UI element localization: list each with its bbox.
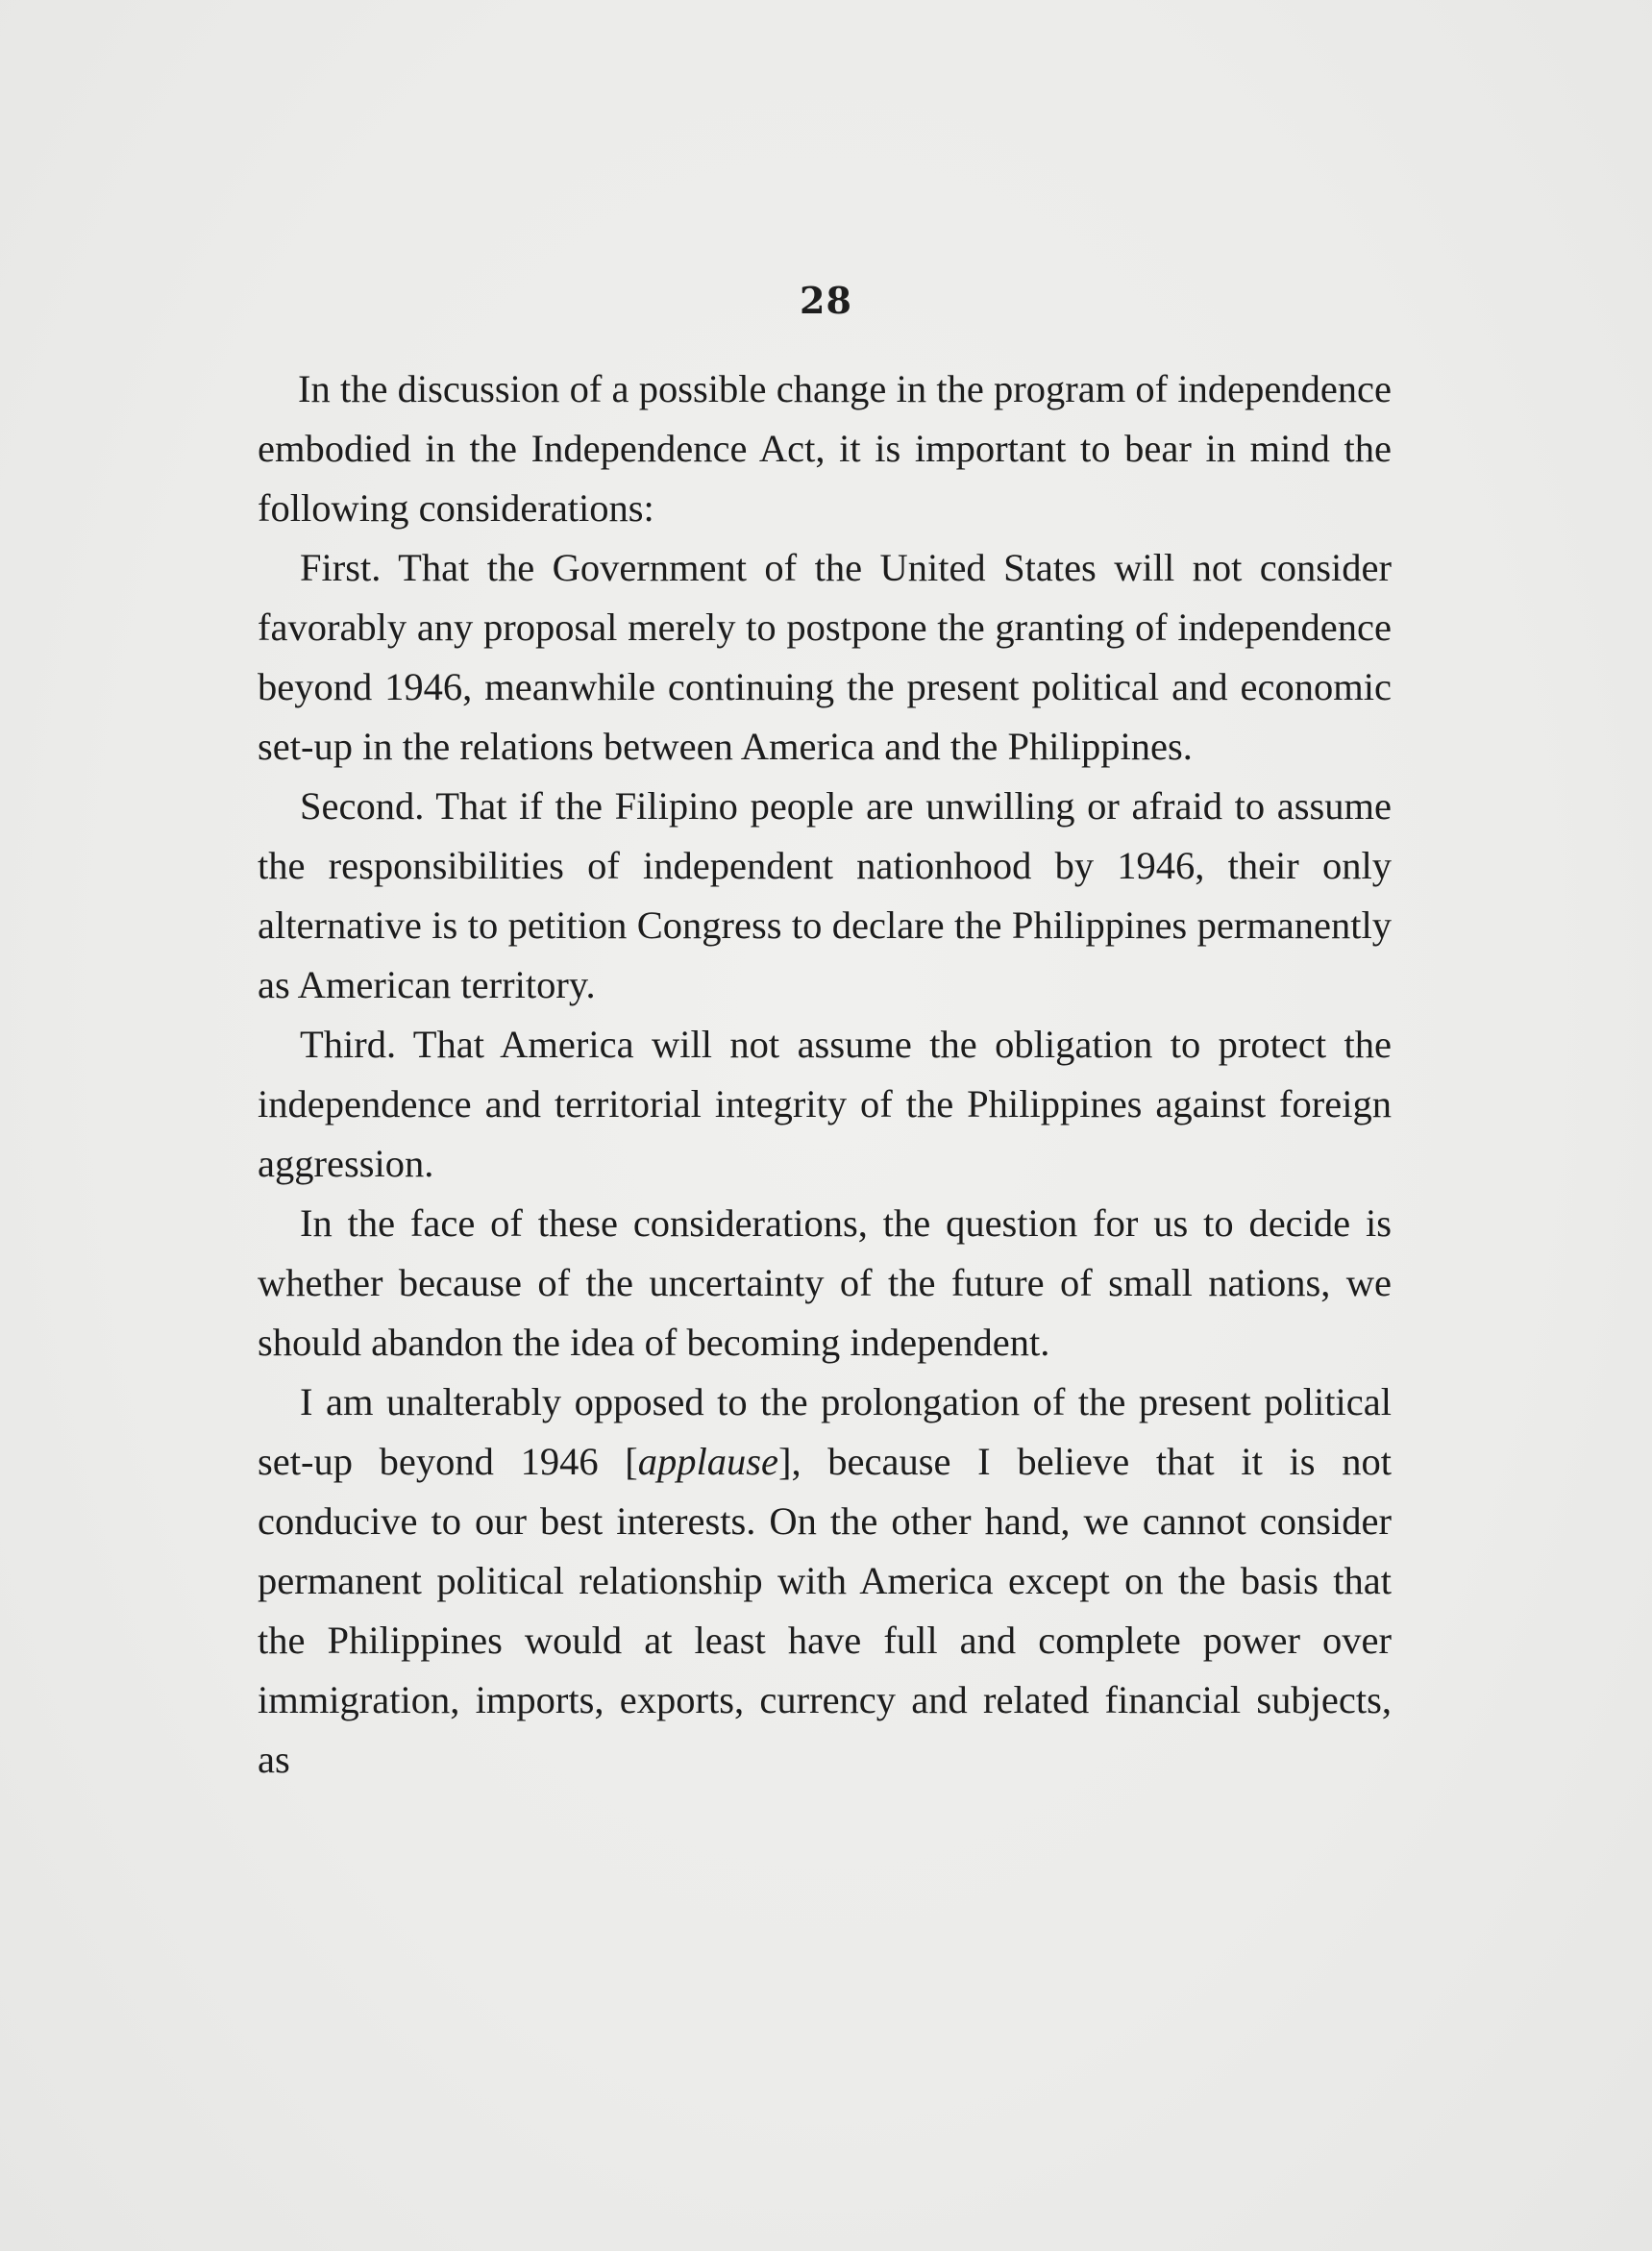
paragraph-first: First. That the Government of the United States will not consider favorably any proposal merely to postpone the granting of independence beyond 1946, meanwhile continuing the present political and economic set-up in the relations between America and the Philippines.: [258, 546, 1392, 768]
paragraph-third: Third. That America will not assume the obligation to protect the independence and territorial integrity of the Philippines against foreign aggression.: [258, 1023, 1392, 1185]
body-text: [258, 359, 1392, 1790]
applause-annotation: applause: [637, 1440, 778, 1483]
paragraph-considerations: In the face of these considerations, the question for us to decide is whether because of the uncertainty of the future of small nations, we should abandon the idea of becoming independent.: [258, 1201, 1392, 1364]
paragraph-opposition: [258, 1373, 1392, 1790]
paragraph-opposition-start: I am unalterably opposed to the prolongation of the present political set-up beyond 1946 [: [258, 1380, 1392, 1483]
paragraph-intro: In the discussion of a possible change in the program of independence embodied in the Independence Act, it is important to bear in mind the following considerations:: [258, 367, 1392, 530]
paragraph-second: Second. That if the Filipino people are unwilling or afraid to assume the responsibilities of independent nationhood by 1946, their only alternative is to petition Congress to declare the Philippines permanently as American territory.: [258, 784, 1392, 1006]
page-number: 28: [800, 279, 852, 322]
paragraph-opposition-end: ], because I believe that it is not conducive to our best interests. On the other hand, we cannot consider permanent political relationship with America except on the basis that the Philippines would at least have full and complete power over immigration, imports, exports, currency and related financial subjects, as: [258, 1440, 1392, 1781]
